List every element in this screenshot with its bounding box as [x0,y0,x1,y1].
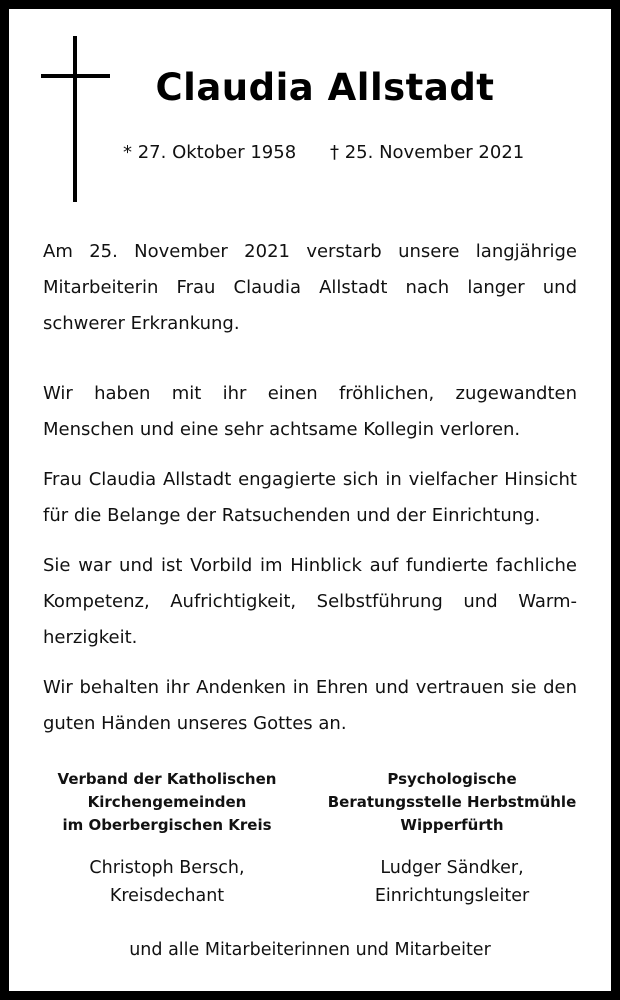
signatory-left [17,768,317,910]
person-name: Ludger Sändker, [380,858,524,878]
organization-line: im Oberbergischen Kreis [62,816,272,834]
closing-line: und alle Mitarbeiterinnen und Mitarbeiter [129,940,491,960]
cross-icon-vertical [73,36,77,202]
person-name: Christoph Bersch, [89,858,245,878]
organization-line: Wipperfürth [400,816,504,834]
paragraph-role-model: Sie war und ist Vorbild im Hinblick auf fundierte fachliche Kompetenz, Aufrichtigkeit, Selbstführung und Warm- herzigkeit. [43,555,577,648]
person-role: Einrichtungsleiter [374,886,530,906]
organization-line: Verband der Katholischen [57,770,277,788]
death-date: † 25. November 2021 [330,142,525,163]
paragraph-engagement: Frau Claudia Allstadt engagierte sich in vielfacher Hinsicht für die Belange der Ratsuchenden und der Einrichtung. [43,469,577,526]
organization-line: Beratungsstelle Herbstmühle [327,793,577,811]
signatory-person [302,854,602,910]
organization-line: Kirchengemeinden [87,793,247,811]
organization-name [17,768,317,837]
organization-line: Psychologische [387,770,517,788]
organization-name [302,768,602,837]
person-role: Kreisdechant [109,886,225,906]
deceased-name: Claudia Allstadt [155,66,495,109]
birth-date: * 27. Oktober 1958 [123,142,297,163]
paragraph-remembrance: Wir behalten ihr Andenken in Ehren und vertrauen sie den guten Händen unseres Gottes an. [43,677,577,734]
paragraph-loss: Wir haben mit ihr einen fröhlichen, zugewandten Menschen und eine sehr achtsame Kollegin verloren. [43,383,577,440]
cross-icon-horizontal [41,74,110,78]
signatory-person [17,854,317,910]
paragraph-announcement: Am 25. November 2021 verstarb unsere langjährige Mitarbeiterin Frau Claudia Allstadt nach langer und schwerer Erkrankung. [43,241,577,334]
signatory-right [302,768,602,910]
